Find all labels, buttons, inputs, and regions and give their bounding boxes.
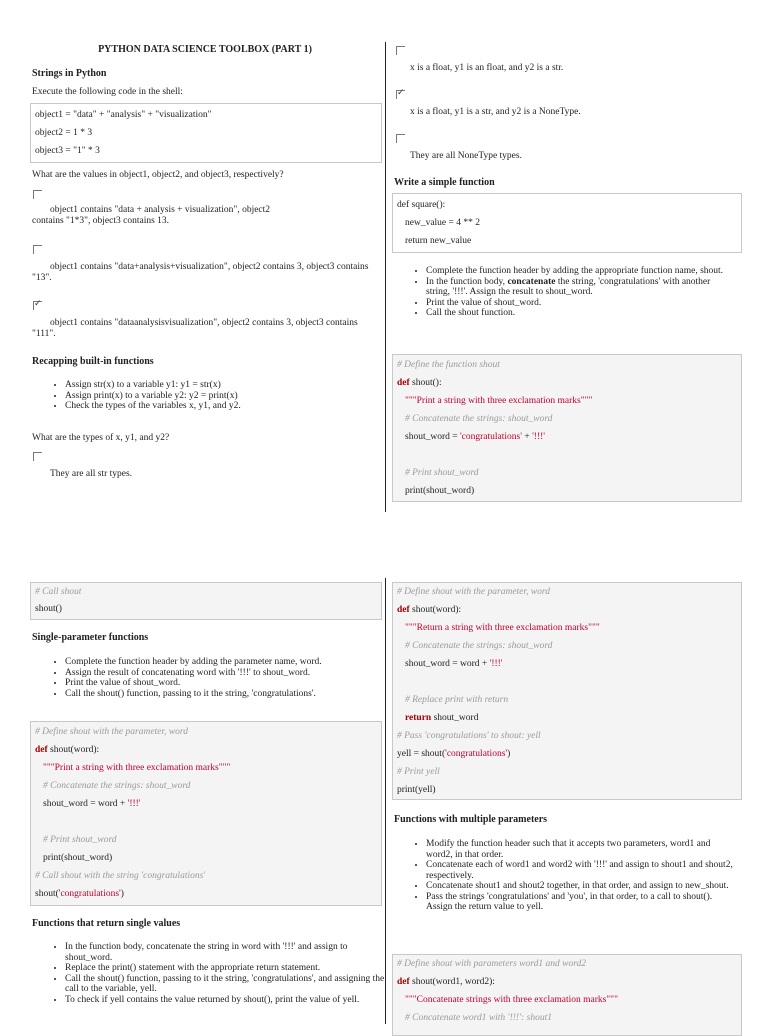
code-text: shout(word): bbox=[409, 605, 462, 615]
list-item: • In the function body, concatenate the string in word with '!!!' and assign to shout_word. bbox=[65, 942, 395, 963]
code-line: def square(): bbox=[397, 200, 446, 210]
page-title: PYTHON DATA SCIENCE TOOLBOX (PART 1) bbox=[98, 44, 312, 55]
code-text: shout(): bbox=[409, 378, 442, 388]
q1-option-1: object1 contains "data + analysis + visualization", object2 contains "1*3", object3 contains 13. bbox=[32, 205, 271, 226]
checkbox-q1-opt2[interactable] bbox=[33, 245, 42, 254]
q2-option-1: They are all str types. bbox=[50, 469, 133, 479]
list-item: • Check the types of the variables x, y1, and y2. bbox=[65, 401, 395, 412]
column-divider bbox=[385, 42, 386, 512]
code-comment: # Define shout with the parameter, word bbox=[35, 727, 188, 737]
code-line: object1 = "data" + "analysis" + "visualization" bbox=[35, 110, 212, 120]
code-text: shout_word = word + bbox=[405, 659, 490, 669]
code-text: shout_word = bbox=[405, 432, 460, 442]
code-line bbox=[405, 659, 503, 669]
code-box-call-shout bbox=[30, 582, 382, 620]
code-line: print(shout_word) bbox=[405, 486, 475, 496]
heading-simple-function: Write a simple function bbox=[394, 177, 495, 188]
list-item: • In the function body, concatenate the string, 'congratulations' with another string, '!!!'. Assign the result to shout_word. bbox=[426, 277, 736, 298]
list-item: • Pass the strings 'congratulations' and 'you', in that order, to a call to shout(). Assign the return value to yell. bbox=[426, 892, 736, 913]
code-box-shout bbox=[392, 354, 742, 502]
code-text: shout_word bbox=[431, 713, 479, 723]
code-line: return new_value bbox=[405, 236, 472, 246]
code-text: yell = shout( bbox=[397, 749, 446, 759]
checkbox-q2-opt1[interactable] bbox=[33, 452, 42, 461]
code-line bbox=[405, 432, 545, 442]
code-line: shout() bbox=[35, 604, 62, 614]
code-line bbox=[35, 745, 99, 755]
code-line bbox=[397, 749, 510, 759]
code-box-return-shout bbox=[392, 582, 742, 800]
string-literal: '!!!' bbox=[127, 799, 141, 809]
code-comment: # Concatenate word1 with '!!!': shout1 bbox=[405, 1013, 552, 1023]
intro-text: Execute the following code in the shell: bbox=[32, 87, 183, 97]
simple-function-list bbox=[410, 266, 736, 319]
q1-option-2: object1 contains "data+analysis+visualization", object2 contains 3, object3 contains "13". bbox=[32, 262, 369, 283]
code-comment: # Call shout with the string 'congratulations' bbox=[35, 871, 206, 881]
docstring: """Print a string with three exclamation marks""" bbox=[405, 396, 593, 406]
question-1: What are the values in object1, object2, and object3, respectively? bbox=[32, 170, 284, 180]
code-comment: # Define the function shout bbox=[397, 360, 500, 370]
list-item: • Modify the function header such that it accepts two parameters, word1 and word2, in that order. bbox=[426, 839, 736, 860]
code-line: print(shout_word) bbox=[43, 853, 113, 863]
code-comment: # Print yell bbox=[397, 767, 440, 777]
code-line bbox=[43, 799, 141, 809]
list-item: • Call the shout() function, passing to it the string, 'congratulations', and assigning the call to the variable, yell. bbox=[65, 974, 395, 995]
q1-option-3: object1 contains "dataanalysisvisualization", object2 contains 3, object3 contains "111". bbox=[32, 318, 358, 339]
code-line: new_value = 4 ** 2 bbox=[405, 218, 481, 228]
code-line bbox=[397, 378, 442, 388]
single-param-list bbox=[49, 657, 385, 699]
docstring: """Print a string with three exclamation marks""" bbox=[43, 763, 231, 773]
list-item: • Concatenate shout1 and shout2 together, in that order, and assign to new_shout. bbox=[426, 881, 736, 892]
code-text: + bbox=[521, 432, 533, 442]
code-line: print(yell) bbox=[397, 785, 436, 795]
list-item: • Complete the function header by adding the appropriate function name, shout. bbox=[426, 266, 736, 277]
docstring: """Concatenate strings with three exclamation marks""" bbox=[405, 995, 618, 1005]
keyword: return bbox=[405, 713, 432, 723]
code-box-strings bbox=[30, 103, 382, 163]
heading-strings: Strings in Python bbox=[32, 68, 107, 79]
code-text: shout(word1, word2): bbox=[409, 977, 495, 987]
bold-word: concatenate bbox=[507, 276, 556, 287]
heading-multiple-params: Functions with multiple parameters bbox=[394, 814, 548, 825]
string-literal: 'congratulations' bbox=[58, 889, 121, 899]
code-box-shout-word bbox=[30, 721, 382, 906]
code-comment: # Define shout with parameters word1 and word2 bbox=[397, 959, 587, 969]
code-line bbox=[35, 889, 124, 899]
code-comment: # Concatenate the strings: shout_word bbox=[405, 414, 553, 424]
multiple-params-list bbox=[410, 839, 736, 913]
r-option-2: x is a float, y1 is a str, and y2 is a NoneType. bbox=[410, 107, 581, 117]
checkbox-r-opt2[interactable] bbox=[396, 90, 405, 99]
r-option-1: x is a float, y1 is an float, and y2 is a str. bbox=[410, 63, 564, 73]
list-item: • Print the value of shout_word. bbox=[426, 298, 736, 309]
code-comment: # Define shout with the parameter, word bbox=[397, 587, 550, 597]
code-text: shout_word = word + bbox=[43, 799, 128, 809]
code-line: object2 = 1 * 3 bbox=[35, 128, 93, 138]
list-item: • Assign print(x) to a variable y2: y2 = print(x) bbox=[65, 391, 395, 402]
checkbox-r-opt3[interactable] bbox=[396, 134, 405, 143]
list-item: • To check if yell contains the value returned by shout(), print the value of yell. bbox=[65, 995, 395, 1006]
code-text: shout( bbox=[35, 889, 59, 899]
string-literal: 'congratulations' bbox=[459, 432, 522, 442]
heading-single-param: Single-parameter functions bbox=[32, 632, 149, 643]
list-item: • Print the value of shout_word. bbox=[65, 678, 385, 689]
list-item: • Replace the print() statement with the appropriate return statement. bbox=[65, 963, 395, 974]
code-comment: # Pass 'congratulations' to shout: yell bbox=[397, 731, 541, 741]
keyword: def bbox=[397, 378, 410, 388]
checkbox-q1-opt1[interactable] bbox=[33, 190, 42, 199]
code-comment: # Call shout bbox=[35, 587, 82, 597]
code-text: ) bbox=[507, 749, 511, 759]
list-item: • Assign the result of concatenating word with '!!!' to shout_word. bbox=[65, 668, 385, 679]
keyword: def bbox=[35, 745, 48, 755]
code-text: shout(word): bbox=[47, 745, 100, 755]
list-item: • Concatenate each of word1 and word2 with '!!!' and assign to shout1 and shout2, respectively. bbox=[426, 860, 736, 881]
code-comment: # Print shout_word bbox=[43, 835, 117, 845]
list-item: • Assign str(x) to a variable y1: y1 = str(x) bbox=[65, 380, 395, 391]
string-literal: '!!!' bbox=[489, 659, 503, 669]
checkbox-q1-opt3[interactable] bbox=[33, 301, 42, 310]
code-comment: # Concatenate the strings: shout_word bbox=[405, 641, 553, 651]
builtins-list bbox=[49, 380, 395, 412]
code-line: object3 = "1" * 3 bbox=[35, 146, 100, 156]
heading-builtins: Recapping built-in functions bbox=[32, 356, 154, 367]
list-item: • Call the shout() function, passing to it the string, 'congratulations'. bbox=[65, 689, 385, 700]
keyword: def bbox=[397, 977, 410, 987]
keyword: def bbox=[397, 605, 410, 615]
r-option-3: They are all NoneType types. bbox=[410, 151, 522, 161]
code-comment: # Concatenate the strings: shout_word bbox=[43, 781, 191, 791]
code-line bbox=[397, 605, 461, 615]
checkbox-r-opt1[interactable] bbox=[396, 46, 405, 55]
heading-return-values: Functions that return single values bbox=[32, 918, 181, 929]
list-item: • Call the shout function. bbox=[426, 308, 736, 319]
string-literal: '!!!' bbox=[532, 432, 545, 442]
list-item: • Complete the function header by adding the parameter name, word. bbox=[65, 657, 385, 668]
code-line bbox=[397, 977, 495, 987]
question-2: What are the types of x, y1, and y2? bbox=[32, 433, 170, 443]
string-literal: 'congratulations' bbox=[445, 749, 508, 759]
docstring: """Return a string with three exclamation marks""" bbox=[405, 623, 600, 633]
code-line bbox=[405, 713, 478, 723]
code-box-square bbox=[392, 193, 742, 253]
return-values-list bbox=[49, 942, 395, 1005]
code-comment: # Print shout_word bbox=[405, 468, 479, 478]
code-text: ) bbox=[120, 889, 124, 899]
code-comment: # Replace print with return bbox=[405, 695, 509, 705]
